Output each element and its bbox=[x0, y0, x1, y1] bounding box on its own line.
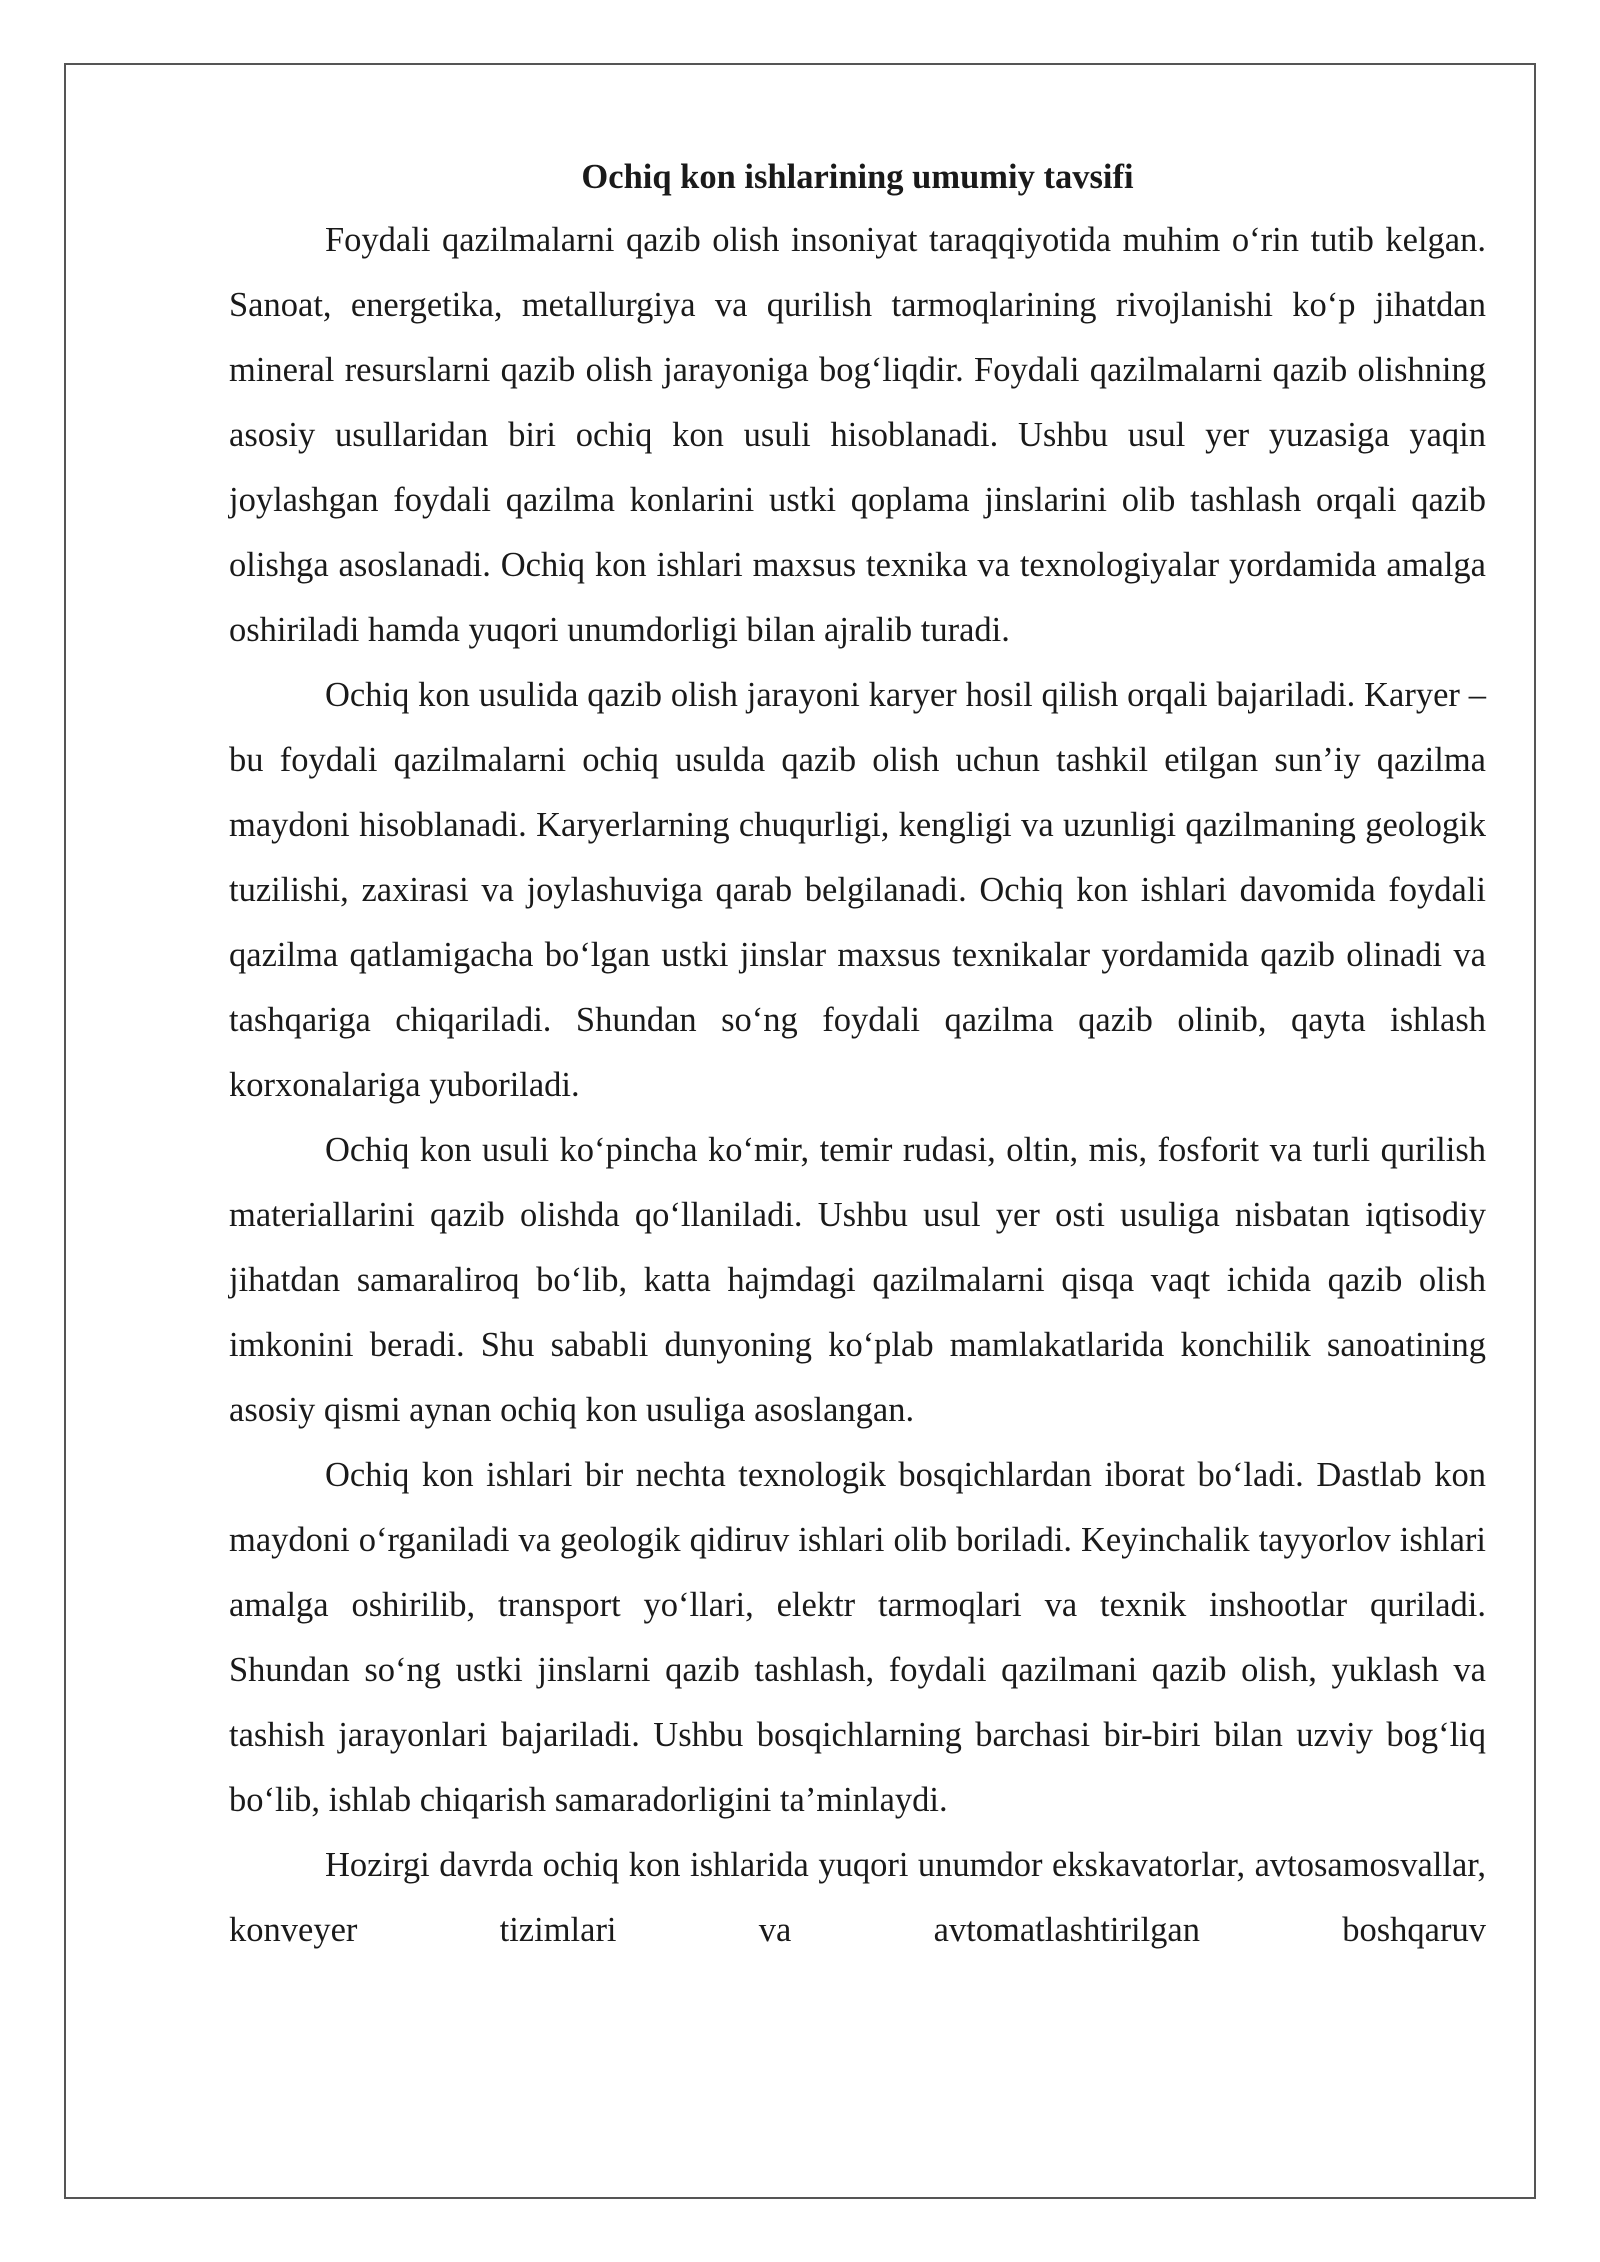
paragraph-1: Foydali qazilmalarni qazib olish insoniyat taraqqiyotida muhim o‘rin tutib kelgan. Sanoat, energetika, metallurgiya va qurilish tarmoqlarining rivojlanishi ko‘p jihatdan mineral resurslarni qazib olish jarayoniga bog‘liqdir. Foydali qazilmalarni qazib olishning asosiy usullaridan biri ochiq kon usuli hisoblanadi. Ushbu usul yer yuzasiga yaqin joylashgan foydali qazilma konlarini ustki qoplama jinslarini olib tashlash orqali qazib olishga asoslanadi. Ochiq kon ishlari maxsus texnika va texnologiyalar yordamida amalga oshiriladi hamda yuqori unumdorligi bilan ajralib turadi. bbox=[229, 221, 1486, 649]
paragraph-4: Ochiq kon ishlari bir nechta texnologik bosqichlardan iborat bo‘ladi. Dastlab kon maydoni o‘rganiladi va geologik qidiruv ishlari olib boriladi. Keyinchalik tayyorlov ishlari amalga oshirilib, transport yo‘llari, elektr tarmoqlari va texnik inshootlar quriladi. Shundan so‘ng ustki jinslarni qazib tashlash, foydali qazilmani qazib olish, yuklash va tashish jarayonlari bajariladi. Ushbu bosqichlarning barchasi bir-biri bilan uzviy bog‘liq bo‘lib, ishlab chiqarish samaradorligini ta’minlaydi. bbox=[229, 1456, 1486, 1819]
paragraph-2: Ochiq kon usulida qazib olish jarayoni karyer hosil qilish orqali bajariladi. Karyer – bu foydali qazilmalarni ochiq usulda qazib olish uchun tashkil etilgan sun’iy qazilma maydoni hisoblanadi. Karyerlarning chuqurligi, kengligi va uzunligi qazilmaning geologik tuzilishi, zaxirasi va joylashuviga qarab belgilanadi. Ochiq kon ishlari davomida foydali qazilma qatlamigacha bo‘lgan ustki jinslar maxsus texnikalar yordamida qazib olinadi va tashqariga chiqariladi. Shundan so‘ng foydali qazilma qazib olinib, qayta ishlash korxonalariga yuboriladi. bbox=[229, 676, 1486, 1104]
document-body bbox=[229, 146, 1486, 1963]
document-title: Ochiq kon ishlarining umumiy tavsifi bbox=[581, 158, 1134, 196]
paragraph-5: Hozirgi davrda ochiq kon ishlarida yuqori unumdor ekskavatorlar, avtosamosvallar, konveyer tizimlari va avtomatlashtirilgan boshqaruv bbox=[229, 1846, 1486, 1949]
paragraph-3: Ochiq kon usuli ko‘pincha ko‘mir, temir rudasi, oltin, mis, fosforit va turli qurilish materiallarini qazib olishda qo‘llaniladi. Ushbu usul yer osti usuliga nisbatan iqtisodiy jihatdan samaraliroq bo‘lib, katta hajmdagi qazilmalarni qisqa vaqt ichida qazib olish imkonini beradi. Shu sababli dunyoning ko‘plab mamlakatlarida konchilik sanoatining asosiy qismi aynan ochiq kon usuliga asoslangan. bbox=[229, 1131, 1486, 1429]
